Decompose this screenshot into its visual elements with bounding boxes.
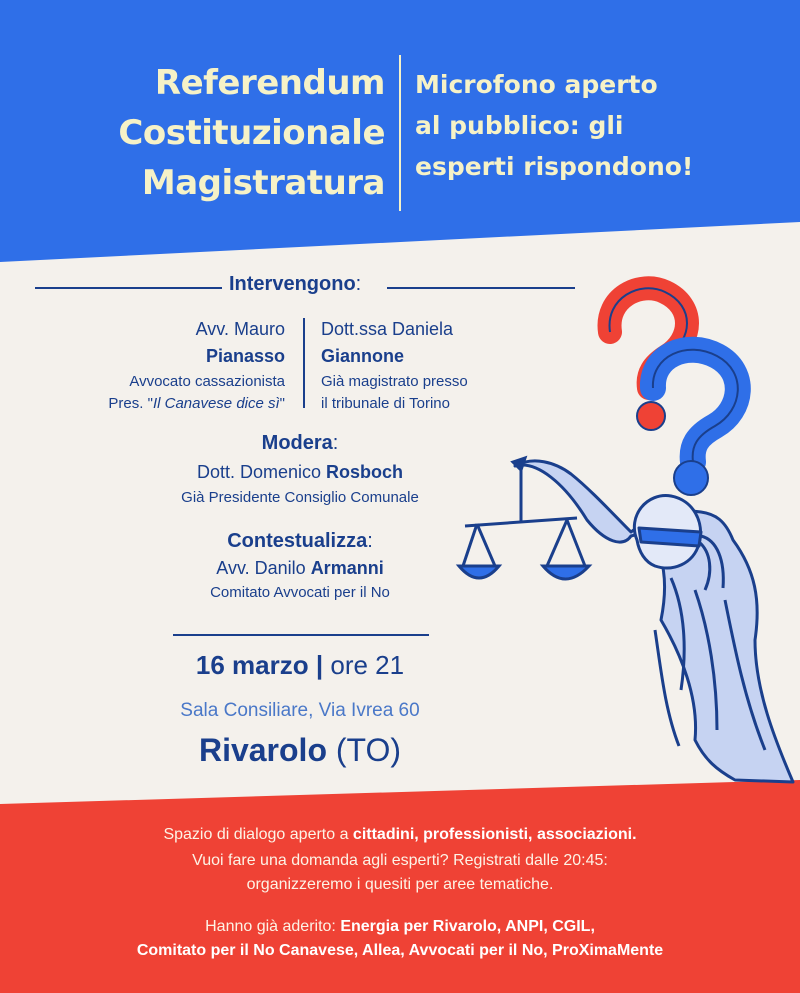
speaker-right-role: Già magistrato presso [321, 373, 468, 390]
speaker-left-surname: Pianasso [205, 346, 285, 366]
speaker-right-title: Dott.ssa Daniela [321, 319, 454, 339]
supporters-line-2 [0, 938, 800, 964]
context-role: Comitato Avvocati per il No [210, 584, 390, 601]
event-city-name: Rivarolo [198, 732, 327, 768]
event-separator: | [308, 650, 331, 680]
role-suffix: " [279, 395, 285, 412]
footer-line-1-bold: cittadini, professionisti, associazioni. [352, 826, 637, 843]
context-surname: Armanni [310, 558, 384, 578]
event-rule [173, 634, 429, 636]
footer-line-1-prefix: Spazio di dialogo aperto a [163, 826, 353, 843]
speakers-heading-text: Intervengono [229, 273, 356, 295]
speaker-left-role2 [108, 395, 285, 412]
header-divider [399, 55, 401, 211]
moderator-heading-text: Modera [261, 432, 333, 454]
moderator-surname: Rosboch [326, 462, 404, 482]
moderator-role: Già Presidente Consiglio Comunale [181, 489, 419, 506]
header-subtitle [415, 64, 785, 187]
header-title [60, 58, 385, 208]
event-date: 16 marzo [195, 650, 309, 680]
supporters-line-1 [0, 914, 800, 940]
header-title-line: Referendum [154, 63, 385, 103]
role-italic: Il Canavese dice sì [152, 395, 280, 412]
speaker-right-role2: il tribunale di Torino [321, 395, 450, 412]
supporters-list-1: Energia per Rivarolo, ANPI, CGIL, [340, 918, 595, 935]
colon: : [355, 273, 362, 295]
speakers-divider [303, 318, 305, 408]
lady-justice-with-question-marks-icon [455, 270, 800, 790]
lady-justice-figure [515, 461, 793, 782]
supporters-list-2: Comitato per il No Canavese, Allea, Avvocati per il No, ProXimaMente [136, 942, 664, 959]
speaker-left-role: Avvocato cassazionista [129, 373, 285, 390]
header-subtitle-line: Microfono aperto [415, 70, 658, 99]
moderator-name-prefix: Dott. Domenico [196, 462, 327, 482]
speakers-rule-left [35, 287, 222, 289]
context-name-prefix: Avv. Danilo [216, 558, 311, 578]
footer-line-2: Vuoi fare una domanda agli esperti? Registrati dalle 20:45: [192, 852, 608, 869]
blue-question-mark-icon [653, 350, 738, 495]
event-venue: Sala Consiliare, Via Ivrea 60 [180, 700, 420, 721]
header-subtitle-line: esperti rispondono! [415, 152, 694, 181]
header-subtitle-line: al pubblico: gli [415, 111, 624, 140]
role-prefix: Pres. " [108, 395, 153, 412]
footer-line-3: organizzeremo i quesiti per aree tematiche. [246, 876, 554, 893]
supporters-prefix: Hanno già aderito: [205, 918, 341, 935]
header-title-line: Magistratura [141, 163, 385, 203]
footer-line-1 [0, 822, 800, 848]
event-time: ore 21 [330, 650, 405, 680]
colon: : [332, 432, 339, 454]
context-heading-text: Contestualizza [227, 530, 368, 552]
colon: : [367, 530, 373, 552]
speaker-left-title: Avv. Mauro [195, 319, 285, 339]
header-title-line: Costituzionale [118, 113, 385, 153]
event-province: (TO) [326, 732, 402, 768]
speaker-right-surname: Giannone [321, 346, 405, 366]
speakers-heading [229, 273, 361, 296]
